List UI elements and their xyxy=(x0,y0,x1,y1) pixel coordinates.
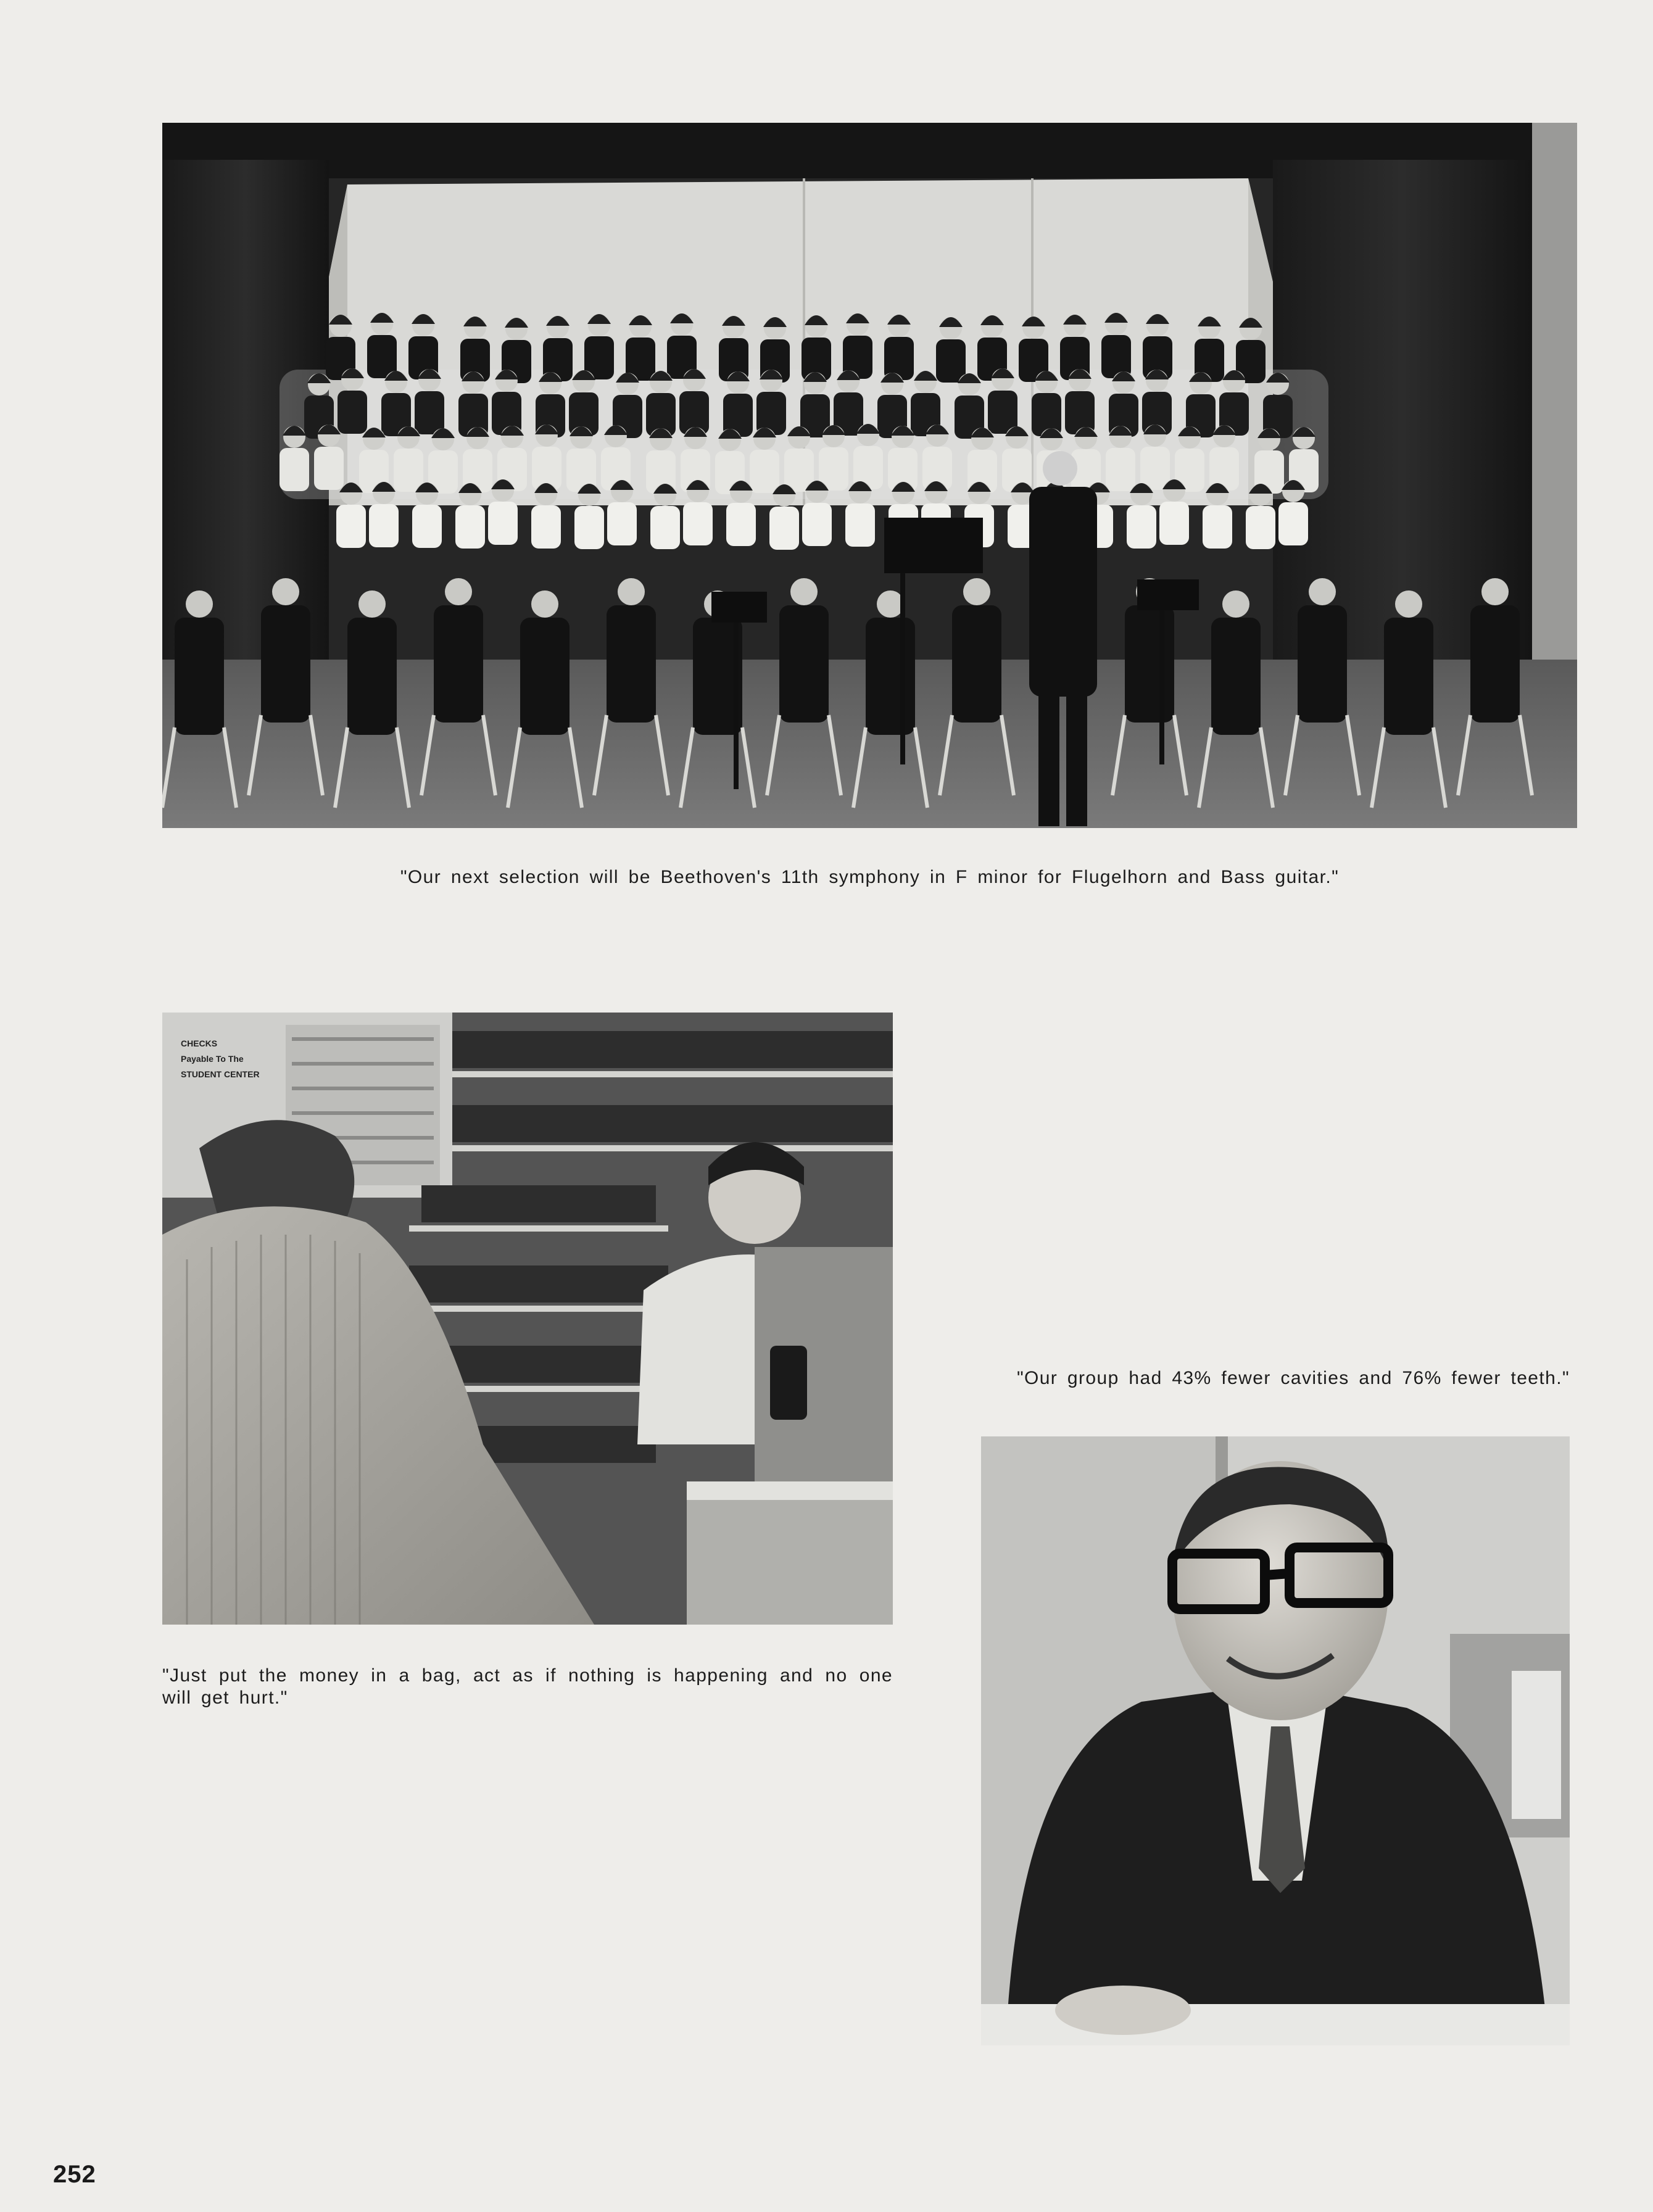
orchestra-member-head xyxy=(272,578,299,605)
orchestra-member-head xyxy=(618,578,645,605)
choir-member-body xyxy=(726,503,756,546)
orchestra-member-body xyxy=(1470,605,1520,723)
orchestra-member-body xyxy=(952,605,1001,723)
orchestra-member-head xyxy=(1309,578,1336,605)
choir-photo-caption: "Our next selection will be Beethoven's 11th symphony in F minor for Flugelhorn and Bass guitar." xyxy=(400,867,1340,887)
man-portrait-photo xyxy=(981,1436,1570,2045)
choir-member-body xyxy=(650,506,680,549)
orchestra-member-body xyxy=(434,605,483,723)
choir-member-body xyxy=(1140,447,1170,490)
bookstore-counter-photo xyxy=(162,1013,893,1625)
sign-line-1: CHECKS xyxy=(181,1038,218,1048)
orchestra-member-body xyxy=(175,618,224,735)
choir-member-body xyxy=(1106,448,1135,491)
choir-member-body xyxy=(936,339,966,383)
man-portrait-image xyxy=(981,1436,1570,2045)
choir-member-body xyxy=(1203,505,1232,549)
choir-member-body xyxy=(1159,502,1189,545)
orchestra-member-head xyxy=(1222,590,1249,618)
orchestra-member-head xyxy=(186,590,213,618)
choir-member-body xyxy=(412,505,442,548)
portrait-photo-caption: "Our group had 43% fewer cavities and 76% fewer teeth." xyxy=(1016,1368,1570,1388)
orchestra-member-body xyxy=(1125,605,1174,723)
choir-member-body xyxy=(1278,502,1308,545)
choir-member-body xyxy=(845,503,875,547)
choir-member-body xyxy=(280,448,309,491)
bookstore-counter-image xyxy=(162,1013,893,1625)
orchestra-member-body xyxy=(347,618,397,735)
orchestra-member-head xyxy=(445,578,472,605)
orchestra-member-body xyxy=(261,605,310,723)
orchestra-member-body xyxy=(866,618,915,735)
orchestra-member-head xyxy=(790,578,818,605)
choir-member-body xyxy=(683,502,713,545)
orchestra-member-head xyxy=(531,590,558,618)
orchestra-member-head xyxy=(877,590,904,618)
choir-member-body xyxy=(394,449,423,492)
orchestra-member-head xyxy=(358,590,386,618)
choir-member-body xyxy=(607,502,637,545)
bookstore-photo-caption: "Just put the money in a bag, act as if nothing is happening and no one will get hurt." xyxy=(162,1665,893,1708)
choir-member-body xyxy=(455,505,485,549)
sign-line-3: STUDENT CENTER xyxy=(181,1069,260,1079)
orchestra-member-body xyxy=(607,605,656,723)
choir-member-body xyxy=(750,450,779,493)
choir-orchestra-image xyxy=(162,123,1577,828)
page-number: 252 xyxy=(53,2161,96,2188)
choir-member-body xyxy=(769,507,799,550)
orchestra-member-body xyxy=(520,618,570,735)
choir-member-body xyxy=(369,504,399,547)
orchestra-member-body xyxy=(1298,605,1347,723)
choir-member-body xyxy=(531,505,561,549)
orchestra-member-head xyxy=(963,578,990,605)
choir-member-body xyxy=(338,391,367,434)
choir-member-body xyxy=(1127,505,1156,549)
orchestra-member-body xyxy=(1384,618,1433,735)
choir-orchestra-photo xyxy=(162,123,1577,828)
choir-member-body xyxy=(1246,506,1275,549)
sign-line-2: Payable To The xyxy=(181,1054,244,1064)
choir-member-body xyxy=(802,503,832,546)
orchestra-member-body xyxy=(779,605,829,723)
orchestra-member-body xyxy=(1211,618,1261,735)
choir-member-body xyxy=(488,502,518,545)
choir-member-body xyxy=(415,391,444,434)
choir-member-body xyxy=(336,505,366,548)
choir-member-body xyxy=(574,506,604,549)
orchestra-member-head xyxy=(1481,578,1509,605)
orchestra-member-head xyxy=(1395,590,1422,618)
choir-member-body xyxy=(314,447,344,490)
choir-member-body xyxy=(1101,335,1131,378)
